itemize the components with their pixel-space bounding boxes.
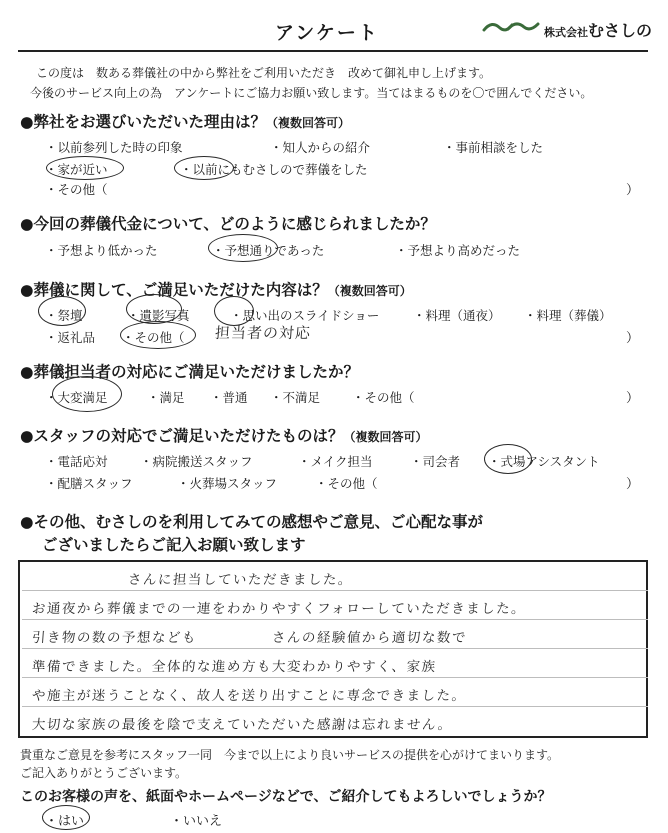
question-3: ●葬儀に関して、ご満足いただけた内容は？（複数回答可） — [20, 281, 412, 299]
q3-option-other[interactable]: ・その他（ — [122, 330, 185, 345]
q3-option-portrait[interactable]: ・遺影写真 — [127, 308, 190, 323]
q3-option-return-gift[interactable]: ・返礼品 — [45, 330, 96, 345]
selection-circle — [120, 321, 196, 349]
q2-option-as-expected[interactable]: ・予想通りであった — [212, 243, 325, 258]
question-6-line-2: ございましたらご記入お願い致します — [42, 536, 306, 554]
comment-line-5: や施主が迷うことなく、故人を送り出すことに専念できました。 — [31, 688, 468, 704]
comments-box[interactable] — [18, 560, 648, 738]
q4-option-satisfied[interactable]: ・満足 — [147, 390, 185, 405]
selection-circle — [38, 296, 86, 326]
question-2: ●今回の葬儀代金について、どのように感じられましたか？ — [20, 215, 436, 233]
q5-option-makeup[interactable]: ・メイク担当 — [298, 454, 373, 469]
comment-line-4: 準備できました。全体的な進め方も大変わかりやすく、家族 — [31, 659, 438, 675]
q1-option-near-home[interactable]: ・家が近い — [45, 162, 108, 177]
intro-line-2: 今後のサービス向上の為 アンケートにご協力お願い致します。当てはまるものを〇で囲んでください。 — [30, 86, 593, 100]
q1-option-other[interactable]: ・その他（ — [45, 182, 108, 197]
selection-circle — [42, 805, 90, 830]
q3-other-close-paren: ） — [626, 331, 640, 346]
q4-option-very-satisfied[interactable]: ・大変満足 — [45, 390, 108, 405]
q3-other-handwritten: 担当者の対応 — [214, 324, 312, 342]
q5-option-hall-assistant[interactable]: ・式場アシスタント — [488, 454, 600, 469]
selection-circle — [214, 296, 254, 326]
permission-option-no[interactable]: ・いいえ — [170, 814, 223, 829]
thanks-line-1: 貴重なご意見を参考にスタッフ一同 今まで以上により良いサービスの提供を心がけてまいります。 — [20, 748, 560, 762]
question-1: ●弊社をお選びいただいた理由は？（複数回答可） — [20, 113, 351, 131]
comment-line-1: さんに担当していただきました。 — [97, 572, 354, 588]
q1-option-previous-attendance[interactable]: ・以前参列した時の印象 — [45, 140, 183, 155]
q5-option-crematorium[interactable]: ・火葬場スタッフ — [177, 476, 278, 491]
selection-circle — [126, 294, 182, 324]
question-5-note: （複数回答可） — [343, 430, 428, 444]
selection-circle — [52, 376, 122, 412]
q2-option-higher[interactable]: ・予想より高めだった — [395, 243, 521, 258]
q5-option-mc[interactable]: ・司会者 — [410, 454, 461, 469]
question-6: ●その他、むさしのを利用してみての感想やご意見、ご心配な事が — [20, 513, 484, 531]
comment-line-2: お通夜から葬儀までの一連をわかりやすくフォローしていただきました。 — [31, 601, 527, 617]
q3-option-food-funeral[interactable]: ・料理（葬儀） — [524, 308, 612, 323]
selection-circle — [46, 156, 124, 180]
company-name: むさしの — [588, 21, 653, 40]
q4-option-average[interactable]: ・普通 — [210, 390, 248, 405]
q1-option-used-before[interactable]: ・以前にもむさしので葬儀をした — [180, 162, 368, 177]
q3-option-slideshow[interactable]: ・思い出のスライドショー — [230, 308, 380, 323]
q1-other-close-paren: ） — [626, 183, 640, 198]
page-title: アンケート — [275, 22, 379, 44]
q5-option-catering[interactable]: ・配膳スタッフ — [45, 476, 133, 491]
selection-circle — [174, 156, 234, 180]
question-5: ●スタッフの対応でご満足いただけたものは？（複数回答可） — [20, 427, 428, 445]
thanks-line-2: ご記入ありがとうございます。 — [20, 766, 188, 780]
intro-line-1: この度は 数ある葬儀社の中から弊社をご利用いただき 改めて御礼申し上げます。 — [36, 66, 492, 80]
q4-option-other[interactable]: ・その他（ — [352, 390, 415, 405]
q3-option-food-wake[interactable]: ・料理（通夜） — [413, 308, 501, 323]
permission-question: このお客様の声を、紙面やホームページなどで、ご紹介してもよろしいでしょうか？ — [20, 789, 552, 805]
wave-logo-icon — [482, 16, 542, 36]
comment-line-6: 大切な家族の最後を陰で支えていただいた感謝は忘れません。 — [31, 717, 454, 733]
question-3-note: （複数回答可） — [327, 284, 412, 298]
q5-option-phone[interactable]: ・電話応対 — [45, 454, 108, 469]
q5-other-close-paren: ） — [626, 477, 640, 492]
q4-other-close-paren: ） — [626, 391, 640, 406]
q3-option-altar[interactable]: ・祭壇 — [45, 308, 83, 323]
q1-option-referral[interactable]: ・知人からの紹介 — [270, 140, 371, 155]
company-prefix: 株式会社 — [544, 26, 588, 39]
q2-option-lower[interactable]: ・予想より低かった — [45, 243, 158, 258]
q5-option-hospital-transport[interactable]: ・病院搬送スタッフ — [140, 454, 253, 469]
q4-option-unsatisfied[interactable]: ・不満足 — [270, 390, 321, 405]
question-1-note: （複数回答可） — [266, 116, 351, 130]
question-4: ●葬儀担当者の対応にご満足いただけましたか？ — [20, 363, 360, 381]
selection-circle — [208, 234, 278, 262]
q1-option-consultation[interactable]: ・事前相談をした — [443, 140, 544, 155]
q5-option-other[interactable]: ・その他（ — [315, 476, 378, 491]
header-divider — [18, 50, 648, 52]
selection-circle — [484, 444, 532, 474]
comment-line-3: 引き物の数の予想なども さんの経験値から適切な数で — [31, 630, 468, 646]
permission-option-yes[interactable]: ・はい — [45, 814, 85, 829]
